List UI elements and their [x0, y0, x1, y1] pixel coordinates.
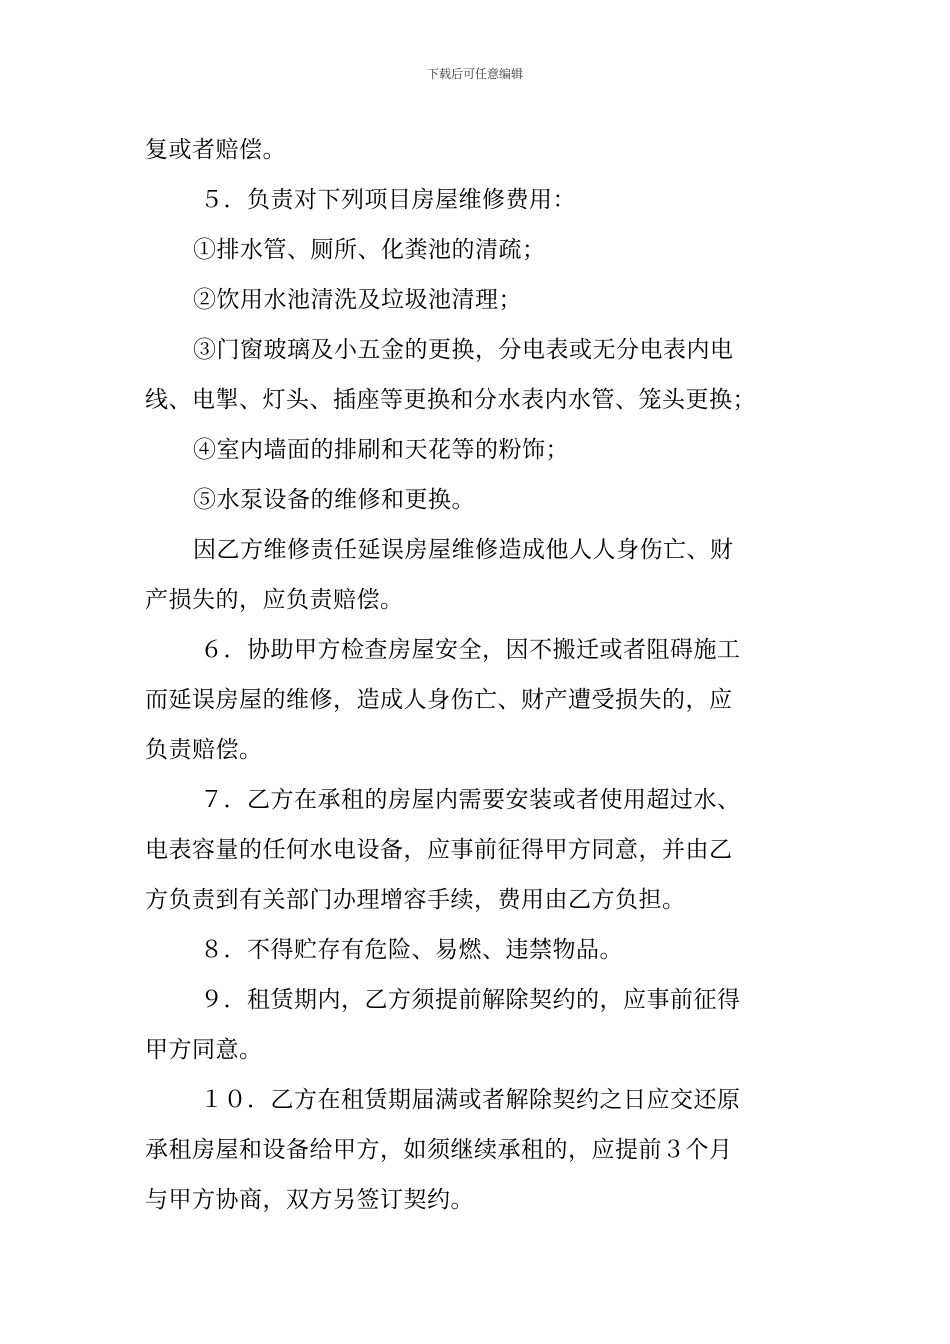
clause-6-cont-1: 而延误房屋的维修，造成人身伤亡、财产遭受损失的，应	[145, 687, 733, 713]
clause-8: ８．不得贮存有危险、易燃、违禁物品。	[200, 937, 623, 963]
clause-9: ９．租赁期内，乙方须提前解除契约的，应事前征得	[200, 987, 741, 1013]
clause-5-item-4: ④室内墙面的排刷和天花等的粉饰；	[193, 437, 569, 463]
clause-10-cont-2: 与甲方协商，双方另签订契约。	[145, 1187, 474, 1213]
clause-5-item-3: ③门窗玻璃及小五金的更换，分电表或无分电表内电	[193, 337, 734, 363]
clause-5-note: 因乙方维修责任延误房屋维修造成他人人身伤亡、财	[193, 537, 734, 563]
clause-10: １０．乙方在租赁期届满或者解除契约之日应交还原	[200, 1087, 741, 1113]
clause-5-item-2: ②饮用水池清洗及垃圾池清理；	[193, 287, 522, 313]
clause-6-cont-2: 负责赔偿。	[145, 737, 263, 763]
page-header-note: 下载后可任意编辑	[426, 67, 523, 81]
clause-5-note-cont: 产损失的，应负责赔偿。	[145, 587, 404, 613]
text-line: 复或者赔偿。	[145, 137, 286, 163]
clause-10-cont-1: 承租房屋和设备给甲方，如须继续承租的，应提前３个月	[145, 1137, 733, 1163]
clause-7-cont-2: 方负责到有关部门办理增容手续，费用由乙方负担。	[145, 887, 686, 913]
clause-7: ７．乙方在承租的房屋内需要安装或者使用超过水、	[200, 787, 741, 813]
clause-5-item-1: ①排水管、厕所、化粪池的清疏；	[193, 237, 546, 263]
document-body	[145, 125, 810, 1225]
clause-5-heading: ５．负责对下列项目房屋维修费用：	[200, 187, 576, 213]
clause-5-item-3-cont: 线、电掣、灯头、插座等更换和分水表内水管、笼头更换；	[145, 387, 756, 413]
clause-9-cont: 甲方同意。	[145, 1037, 263, 1063]
clause-6: ６．协助甲方检查房屋安全，因不搬迁或者阻碍施工	[200, 637, 741, 663]
clause-5-item-5: ⑤水泵设备的维修和更换。	[193, 487, 475, 513]
clause-7-cont-1: 电表容量的任何水电设备，应事前征得甲方同意，并由乙	[145, 837, 733, 863]
